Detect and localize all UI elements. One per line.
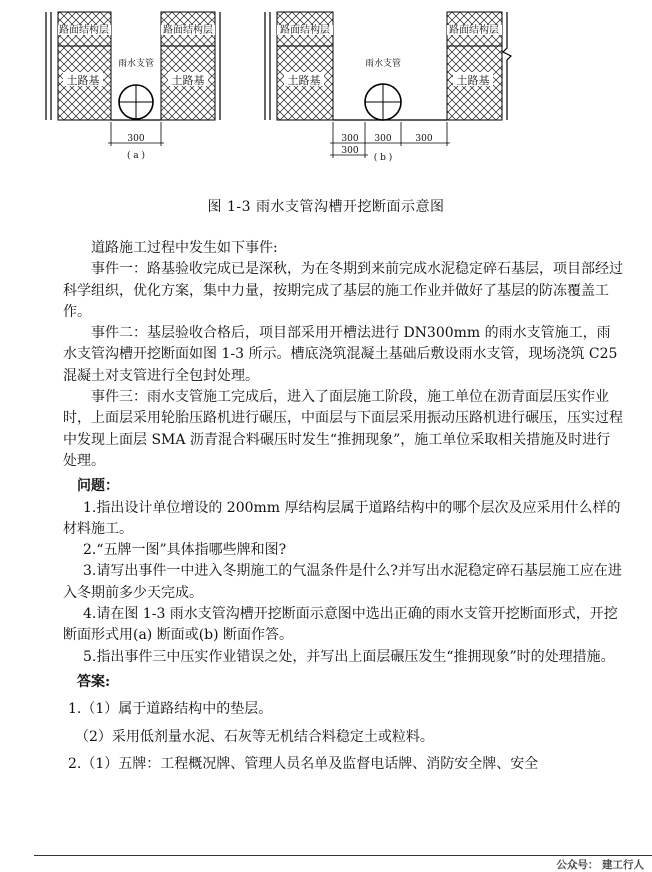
question-1: 1.指出设计单位增设的 200mm 厚结构层属于道路结构中的哪个层次及应采用什么样的材料施工。 bbox=[63, 499, 621, 537]
a-subgrade-label-left: 土路基 bbox=[66, 74, 100, 87]
a-layer-label-left: 路面结构层 bbox=[59, 25, 109, 36]
question-5: 5.指出事件三中压实作业错误之处，并写出上面层碾压发生“推拥现象”时的处理措施。 bbox=[83, 648, 615, 665]
diagram-b bbox=[265, 12, 511, 163]
intro-text: 道路施工过程中发生如下事件: bbox=[91, 240, 278, 256]
b-pipe-label: 雨水支管 bbox=[364, 59, 402, 69]
b-subgrade-label-left: 土路基 bbox=[287, 74, 321, 87]
figure-caption: 图 1-3 雨水支管沟槽开挖断面示意图 bbox=[207, 199, 445, 215]
answers-heading: 答案: bbox=[77, 673, 111, 690]
b-dim-middle: 300 bbox=[374, 134, 392, 144]
b-sub-label: ( b ) bbox=[373, 153, 393, 163]
answer-1-2: （2）采用低剂量水泥、石灰等无机结合料稳定土或粒料。 bbox=[75, 728, 434, 745]
a-layer-label-right: 路面结构层 bbox=[163, 25, 213, 36]
question-2: 2.“五牌一图”具体指哪些牌和图? bbox=[83, 542, 287, 559]
trench-section-figure bbox=[0, 0, 652, 180]
b-layer-label-left: 路面结构层 bbox=[280, 25, 330, 36]
event-2: 事件二：基层验收合格后，项目部采用开槽法进行 DN300mm 的雨水支管施工，雨水支管沟槽开挖断面如图 1-3 所示。槽底浇筑混凝土基础后敷设雨水支管，现场浇筑 C25 混凝土对支管进行全包封处理。 bbox=[63, 325, 618, 384]
diagram-a bbox=[46, 12, 220, 161]
b-layer-label-right: 路面结构层 bbox=[449, 25, 499, 36]
a-pipe-label: 雨水支管 bbox=[117, 59, 155, 69]
a-dim-width: 300 bbox=[127, 134, 145, 144]
a-sub-label: ( a ) bbox=[126, 151, 146, 161]
b-subgrade-label-right: 土路基 bbox=[456, 74, 490, 87]
footer-divider bbox=[34, 855, 652, 856]
answer-1-1: 1.（1）属于道路结构中的垫层。 bbox=[68, 701, 273, 718]
b-dim-left-top: 300 bbox=[341, 134, 359, 144]
question-4: 4.请在图 1-3 雨水支管沟槽开挖断面示意图中选出正确的雨水支管开挖断面形式，开挖断面形式用(a) 断面或(b) 断面作答。 bbox=[63, 606, 618, 644]
b-dim-right: 300 bbox=[415, 134, 433, 144]
a-subgrade-label-right: 土路基 bbox=[171, 74, 205, 87]
answer-2-1: 2.（1）五牌：工程概况牌、管理人员名单及监督电话牌、消防安全牌、安全 bbox=[68, 755, 539, 772]
document-body bbox=[63, 238, 623, 775]
b-dim-left-bottom: 300 bbox=[341, 146, 359, 156]
questions-heading: 问题： bbox=[77, 478, 119, 495]
event-3: 事件三：雨水支管施工完成后，进入了面层施工阶段，施工单位在沥青面层压实作业时，上面层采用轮胎压路机进行碾压，中面层与下面层采用振动压路机进行碾压，压实过程中发现上面层 SMA 沥青混合料碾压时发生“推拥现象”，施工单位采取相关措施及时进行处理。 bbox=[63, 389, 623, 469]
question-3: 3.请写出事件一中进入冬期施工的气温条件是什么?并写出水泥稳定碎石基层施工应在进入冬期前多少天完成。 bbox=[63, 563, 622, 601]
footer-account: 公众号： 建工行人 bbox=[556, 859, 644, 871]
event-1: 事件一：路基验收完成已是深秋，为在冬期到来前完成水泥稳定碎石基层，项目部经过科学组织，优化方案，集中力量，按期完成了基层的施工作业并做好了基层的防冻覆盖工作。 bbox=[63, 261, 623, 320]
